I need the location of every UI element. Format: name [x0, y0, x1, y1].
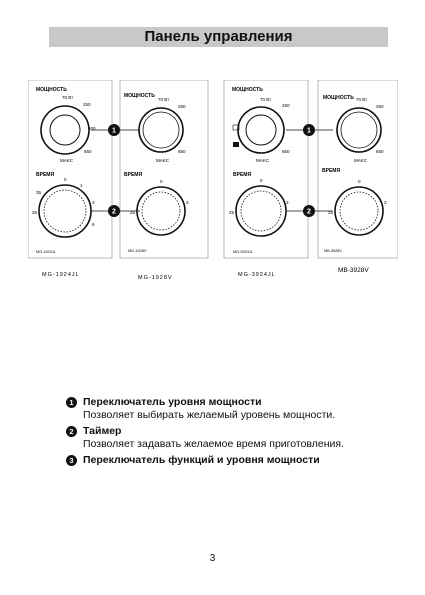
- panel-1-time-mark-6: 6: [92, 222, 95, 227]
- panel-1-power-mark-70: 70 Вт: [62, 95, 74, 100]
- panel-4-time-mark-3: 3: [384, 200, 387, 205]
- caption-model-2: MG-1928V: [138, 275, 173, 280]
- caption-model-1: MG-1924JL: [42, 272, 80, 278]
- panel-4-time-knob-ticks: [340, 192, 378, 230]
- panel-3-power-label: МОЩНОСТЬ: [232, 87, 263, 93]
- panel-1-power-label: МОЩНОСТЬ: [36, 87, 67, 93]
- panel-1-time-label: ВРЕМЯ: [36, 172, 55, 178]
- panel-3-time-knob-ticks: [241, 191, 281, 231]
- panel-4-time-label: ВРЕМЯ: [322, 168, 341, 174]
- panel-4-power-mark-250: 250: [376, 104, 384, 109]
- panel-2-time-mark-3: 3: [186, 200, 189, 205]
- caption-model-3: MG-3924JL: [238, 272, 276, 278]
- panel-3-time-mark-25: 25: [229, 210, 235, 215]
- panel-2-time-mark-25: 25: [130, 210, 136, 215]
- svg-text:2: 2: [307, 208, 311, 216]
- panel-1-time-knob-outer: [39, 185, 91, 237]
- legend-number-3: 3: [66, 455, 77, 466]
- panel-2-power-mark-70: 70 Вт: [158, 97, 170, 102]
- panel-2-time-knob-ticks: [142, 192, 180, 230]
- panel-3-grill-icon: [233, 142, 239, 147]
- panel-3-model-small: MG-3924JL: [233, 250, 253, 254]
- panel-1-time-mark-1: 1: [80, 183, 83, 188]
- panel-2-time-knob-outer: [137, 187, 185, 235]
- panel-2-power-mark-max: MAKC: [156, 158, 170, 163]
- panel-3-time-label: ВРЕМЯ: [233, 172, 252, 178]
- control-panel-figure: [28, 80, 398, 280]
- panel-2: [120, 80, 208, 258]
- panel-3-time-mark-3: 3: [286, 200, 289, 205]
- panel-4-time-mark-0: 0: [358, 179, 361, 184]
- panel-1-power-mark-max: MAKC: [60, 158, 74, 163]
- panel-4-power-mark-max: MAKC: [354, 158, 368, 163]
- panel-4: [315, 80, 398, 258]
- panel-2-power-knob-inner: [143, 112, 179, 148]
- legend-item-3: [66, 454, 406, 467]
- legend-desc-2: Позволяет задавать желаемое время приготовления.: [83, 438, 344, 450]
- panel-3-power-knob-inner: [246, 115, 276, 145]
- panel-1-power-mark-250: 250: [83, 102, 91, 107]
- panel-4-power-mark-650: 650: [376, 149, 384, 154]
- panel-2-power-label: МОЩНОСТЬ: [124, 93, 155, 99]
- panel-4-time-knob-outer: [335, 187, 383, 235]
- page-number: 3: [209, 553, 216, 564]
- panel-2-time-mark-0: 0: [160, 179, 163, 184]
- panel-1-time-mark-25: 25: [32, 210, 38, 215]
- panel-2-time-label: ВРЕМЯ: [124, 172, 143, 178]
- panel-3-power-mark-max: MAKC: [256, 158, 270, 163]
- panel-3-power-knob-outer: [238, 107, 284, 153]
- legend-title-3: Переключатель функций и уровня мощности: [83, 454, 320, 466]
- legend-item-2: [66, 425, 406, 451]
- caption-model-4: MB-3928V: [338, 267, 369, 274]
- panel-1-power-mark-500: 500: [88, 126, 96, 131]
- callout-1b: [303, 124, 315, 136]
- panel-3-power-mark-250: 250: [282, 103, 290, 108]
- panel-3-time-mark-0: 0: [260, 178, 263, 183]
- panel-3-power-mark-650: 650: [282, 149, 290, 154]
- panel-1-time-mark-0: 0: [64, 177, 67, 182]
- panel-1-time-mark-3: 3: [92, 200, 95, 205]
- callout-1a: [108, 124, 120, 136]
- legend-number-2: 2: [66, 426, 77, 437]
- panel-2-power-mark-250: 250: [178, 104, 186, 109]
- legend: [66, 396, 406, 469]
- panel-1-power-knob-inner: [50, 115, 80, 145]
- title-bar: [49, 27, 388, 47]
- legend-title-2: Таймер: [83, 425, 122, 437]
- panel-1-time-knob-ticks: [44, 190, 86, 232]
- panel-2-model-small: MG-1928V: [128, 249, 147, 253]
- panel-1: [28, 80, 112, 258]
- panel-3: [224, 80, 308, 258]
- callout-2b: [303, 205, 315, 217]
- legend-number-1: 1: [66, 397, 77, 408]
- panel-1-power-mark-650: 650: [84, 149, 92, 154]
- panel-3-power-mark-70: 70 Вт: [260, 97, 272, 102]
- legend-item-1: [66, 396, 406, 422]
- panel-4-power-knob-inner: [341, 112, 377, 148]
- panel-4-model-small: MB-3928V: [324, 249, 342, 253]
- panel-4-power-knob-outer: [337, 108, 381, 152]
- panel-4-time-mark-25: 25: [328, 210, 334, 215]
- callout-2a: [108, 205, 120, 217]
- legend-desc-1: Позволяет выбирать желаемый уровень мощности.: [83, 409, 336, 421]
- panel-2-power-mark-650: 650: [178, 149, 186, 154]
- panel-2-power-knob-outer: [139, 108, 183, 152]
- panel-4-power-mark-70: 70 Вт: [356, 97, 368, 102]
- svg-text:1: 1: [112, 127, 116, 135]
- panel-4-power-label: МОЩНОСТЬ: [323, 95, 354, 101]
- control-panels-diagram: [28, 80, 398, 280]
- legend-title-1: Переключатель уровня мощности: [83, 396, 262, 408]
- panel-1-power-knob-outer: [41, 106, 89, 154]
- page-title: Панель управления: [144, 28, 293, 45]
- svg-text:2: 2: [112, 208, 116, 216]
- svg-text:1: 1: [307, 127, 311, 135]
- panel-1-model-small: MG-1924JL: [36, 250, 56, 254]
- panel-1-time-mark-35: 35: [36, 190, 42, 195]
- panel-3-time-knob-outer: [236, 186, 286, 236]
